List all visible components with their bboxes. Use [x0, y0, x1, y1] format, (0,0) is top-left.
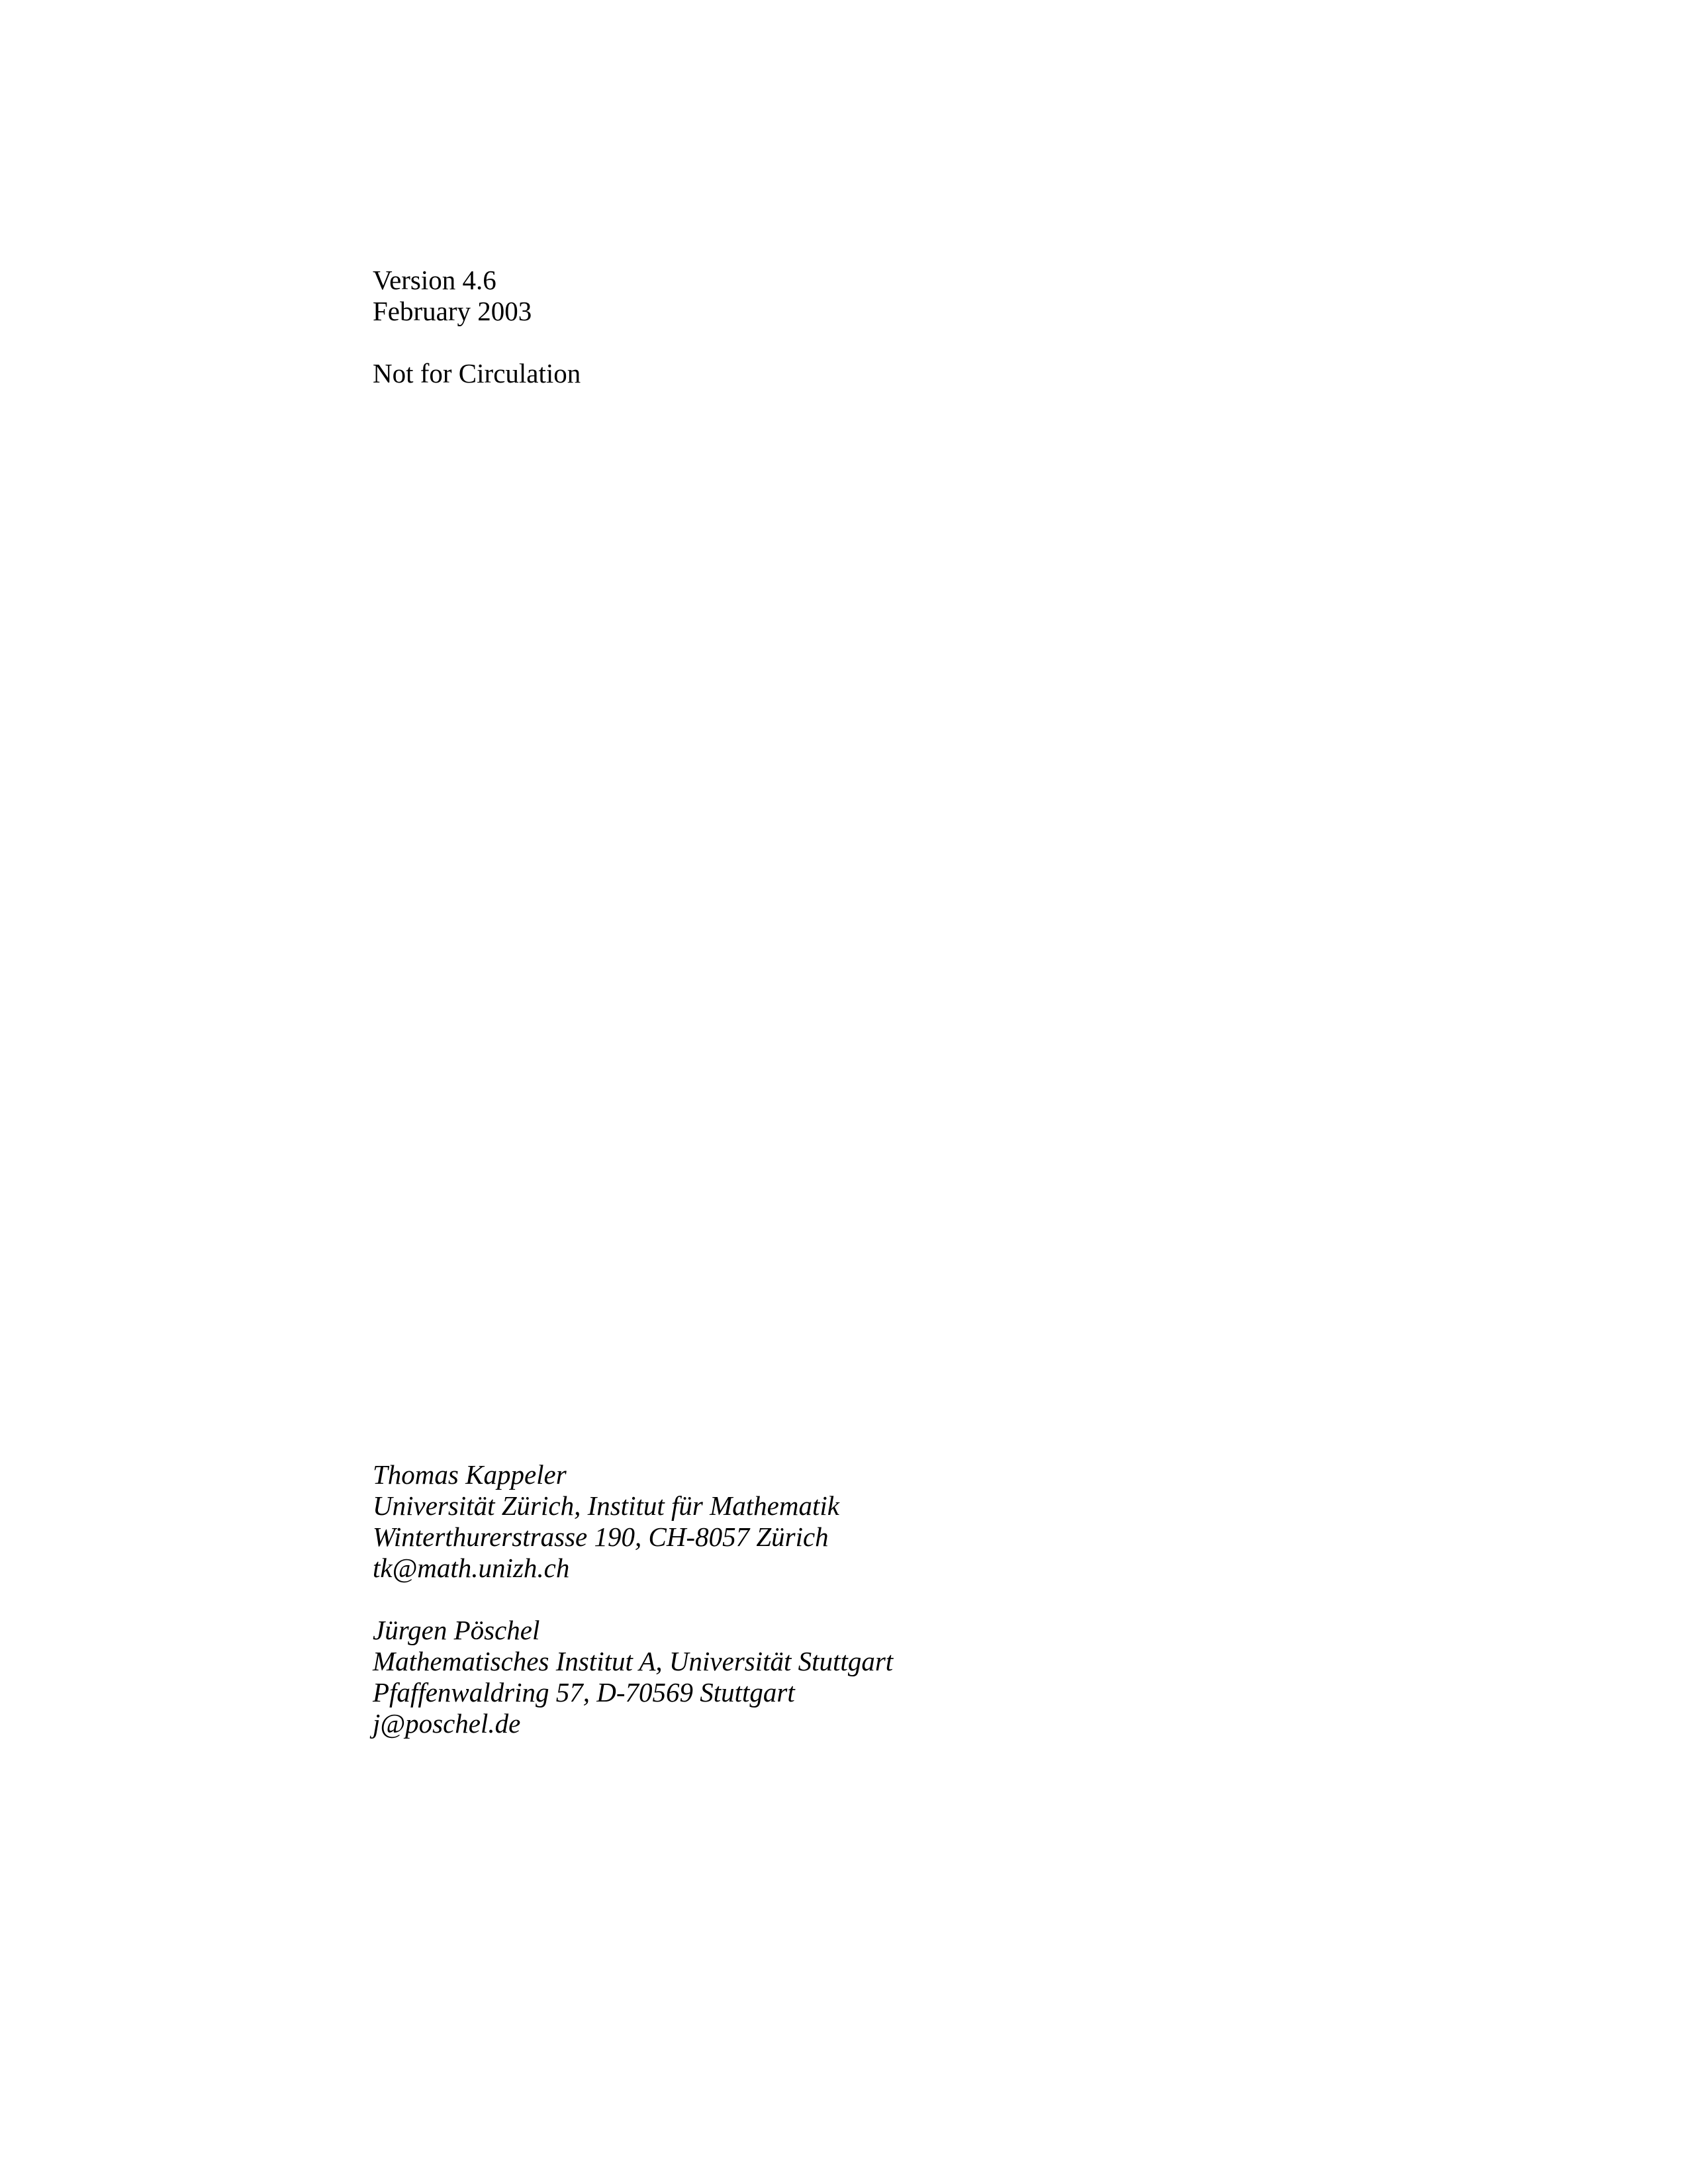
date-line: February 2003 — [373, 296, 532, 326]
version-header-block — [373, 265, 581, 389]
author-name: Thomas Kappeler — [373, 1459, 567, 1490]
author-address: Winterthurerstrasse 190, CH-8057 Zürich — [373, 1522, 829, 1552]
author-entry-poeschel — [373, 1615, 893, 1739]
author-entry-kappeler — [373, 1459, 893, 1584]
author-affiliation: Universität Zürich, Institut für Mathematik — [373, 1490, 839, 1521]
circulation-note: Not for Circulation — [373, 358, 581, 388]
author-email: tk@math.unizh.ch — [373, 1553, 570, 1583]
authors-block — [373, 1459, 893, 1739]
author-address: Pfaffenwaldring 57, D-70569 Stuttgart — [373, 1677, 795, 1707]
version-line: Version 4.6 — [373, 265, 496, 295]
author-email: j@poschel.de — [373, 1708, 521, 1739]
author-affiliation: Mathematisches Institut A, Universität Stuttgart — [373, 1646, 894, 1676]
author-name: Jürgen Pöschel — [373, 1615, 540, 1645]
